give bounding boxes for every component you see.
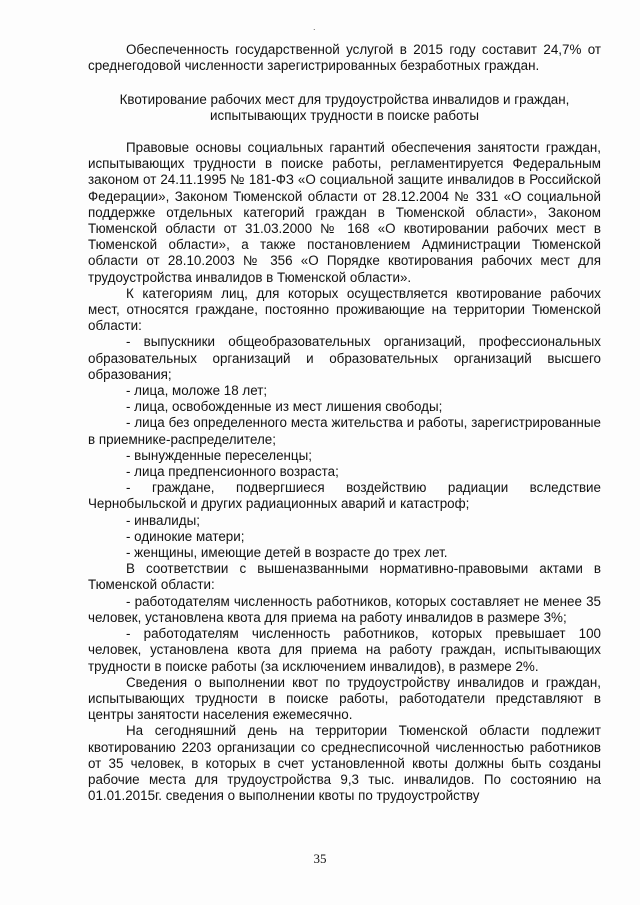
- section-heading: [88, 92, 601, 124]
- scan-mark: .: [313, 22, 316, 32]
- heading-line-1: Квотирование рабочих мест для трудоустройства инвалидов и граждан,: [119, 92, 570, 107]
- list-item: - лица, освобожденные из мест лишения свободы;: [126, 399, 443, 415]
- paragraph-quota-disabled: - работодателям численность работников, которых составляет не менее 35 человек, установлена квота для приема на работу инвалидов в размере 3%;: [88, 593, 601, 625]
- list-item: - лица без определенного места жительства и работы, зарегистрированные в приемнике-распределителе;: [88, 415, 601, 447]
- list-item: - выпускники общеобразовательных организаций, профессиональных образовательных организаций и образовательных организаций высшего образования;: [88, 334, 601, 382]
- intro-section: [88, 42, 601, 74]
- paragraph-quota-citizens: - работодателям численность работников, которых превышает 100 человек, установлена квота для приема на работу граждан, испытывающих трудности в поиске работы (за исключением инвалидов), в размере 2%.: [88, 626, 601, 674]
- paragraph-reporting: Сведения о выполнении квот по трудоустройству инвалидов и граждан, испытывающих трудности в поиске работы, работодатели представляют в центры занятости населения ежемесячно.: [88, 674, 601, 723]
- list-item: - женщины, имеющие детей в возрасте до трех лет.: [126, 545, 448, 561]
- intro-paragraph: Обеспеченность государственной услугой в 2015 году составит 24,7% от среднегодовой численности зарегистрированных безработных граждан.: [88, 42, 601, 74]
- paragraph-categories: К категориям лиц, для которых осуществляется квотирование рабочих мест, относятся граждане, постоянно проживающие на территории Тюменской области:: [88, 285, 601, 334]
- body-section: [88, 140, 601, 804]
- list-item: - одинокие матери;: [126, 528, 245, 544]
- paragraph-in-accordance: В соответствии с вышеназванными нормативно-правовыми актами в Тюменской области:: [88, 561, 601, 593]
- page-number: 35: [313, 851, 327, 866]
- heading-line-2: испытывающих трудности в поиске работы: [210, 108, 479, 124]
- list-item: - вынужденные переселенцы;: [126, 447, 312, 463]
- paragraph-current-status: На сегодняшний день на территории Тюменской области подлежит квотированию 2203 организации со среднесписочной численностью работников от 35 человек, в которых в счет установленной квоты должны быть созданы рабочие места для трудоустройства 9,3 тыс. инвалидов. По состоянию на 01.01.2015г. сведения о выполнении квоты по трудоустройству: [88, 723, 601, 804]
- list-item: - инвалиды;: [126, 512, 200, 528]
- list-item: - лица предпенсионного возраста;: [126, 464, 339, 480]
- paragraph-legal-basis: Правовые основы социальных гарантий обеспечения занятости граждан, испытывающих трудности в поиске работы, регламентируется Федеральным законом от 24.11.1995 № 181-ФЗ «О социальной защите инвалидов в Российской Федерации», Законом Тюменской области от 28.12.2004 № 331 «О социальной поддержке отдельных категорий граждан в Тюменской области», Законом Тюменской области от 31.03.2000 № 168 «О квотировании рабочих мест в Тюменской области», а также постановлением Администрации Тюменской области от 28.10.2003 № 356 «О Порядке квотирования рабочих мест для трудоустройства инвалидов в Тюменской области».: [88, 140, 601, 285]
- list-item: - лица, моложе 18 лет;: [126, 383, 268, 399]
- list-item: - граждане, подвергшиеся воздействию радиации вследствие Чернобыльской и других радиационных аварий и катастроф;: [88, 480, 601, 512]
